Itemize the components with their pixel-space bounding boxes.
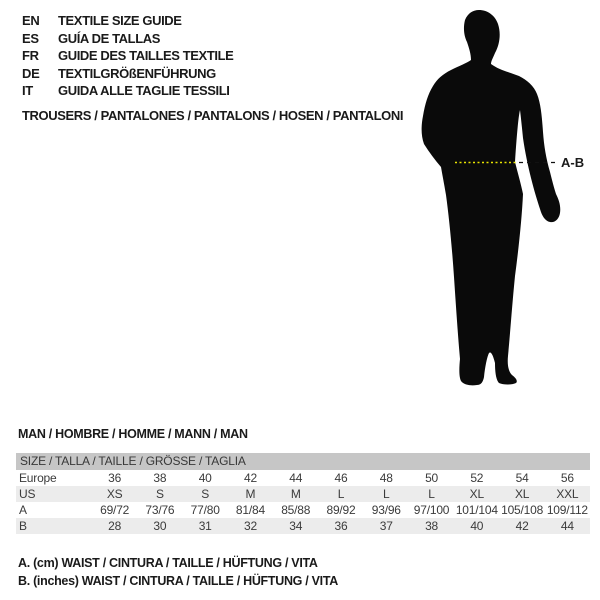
row-label-b: B xyxy=(19,519,27,533)
table-cell: 38 xyxy=(425,519,439,533)
language-title-en: TEXTILE SIZE GUIDE xyxy=(58,13,182,29)
table-cell: 46 xyxy=(334,471,348,485)
row-label-us: US xyxy=(19,487,36,501)
table-cell: 28 xyxy=(108,519,122,533)
table-cell: 32 xyxy=(243,519,257,533)
table-cell: 101/104 xyxy=(455,503,498,517)
language-row-it xyxy=(22,82,233,100)
table-cell: 77/80 xyxy=(190,503,220,517)
size-table-header-label: SIZE / TALLA / TAILLE / GRÖSSE / TAGLIA xyxy=(20,454,246,468)
table-cell: 81/84 xyxy=(235,503,265,517)
size-table-header-row xyxy=(16,453,590,470)
table-cell: 44 xyxy=(560,519,574,533)
size-table xyxy=(16,453,590,534)
table-row-a-cm xyxy=(16,502,590,518)
table-cell: 42 xyxy=(243,471,257,485)
table-cell: 69/72 xyxy=(100,503,130,517)
table-cell: 105/108 xyxy=(501,503,544,517)
table-cell: L xyxy=(383,487,390,501)
language-list xyxy=(22,12,233,100)
table-cell: S xyxy=(155,487,164,501)
table-cell: 37 xyxy=(379,519,393,533)
table-cell: 52 xyxy=(470,471,484,485)
row-label-a: A xyxy=(19,503,27,517)
table-cell: 89/92 xyxy=(326,503,356,517)
table-cell: L xyxy=(428,487,435,501)
table-cell: S xyxy=(201,487,210,501)
language-row-en xyxy=(22,12,233,30)
table-cell: 44 xyxy=(289,471,303,485)
man-silhouette xyxy=(422,10,561,385)
table-cell: XL xyxy=(514,487,530,501)
man-silhouette-figure xyxy=(415,6,600,396)
table-cell: 30 xyxy=(153,519,167,533)
table-cell: 40 xyxy=(198,471,212,485)
language-title-fr: GUIDE DES TAILLES TEXTILE xyxy=(58,48,234,64)
table-cell: XS xyxy=(106,487,123,501)
table-cell: M xyxy=(245,487,256,501)
table-cell: 36 xyxy=(108,471,122,485)
table-cell: 36 xyxy=(334,519,348,533)
table-cell: 48 xyxy=(379,471,393,485)
row-label-europe: Europe xyxy=(19,471,57,485)
table-cell: 56 xyxy=(560,471,574,485)
table-cell: 93/96 xyxy=(371,503,401,517)
footnote-b-inches: B. (inches) WAIST / CINTURA / TAILLE / HÜFTUNG / VITA xyxy=(18,573,338,588)
section-title-man: MAN / HOMBRE / HOMME / MANN / MAN xyxy=(18,427,248,441)
waist-measure-label: A-B xyxy=(561,155,585,170)
table-row-europe xyxy=(16,470,590,486)
table-cell: 42 xyxy=(515,519,529,533)
table-cell: 54 xyxy=(515,471,529,485)
table-cell: 97/100 xyxy=(413,503,450,517)
table-cell: M xyxy=(290,487,301,501)
language-code-es: ES xyxy=(22,30,39,46)
language-code-it: IT xyxy=(22,83,33,99)
table-cell: 38 xyxy=(153,471,167,485)
language-row-de xyxy=(22,65,233,83)
table-row-b-inches xyxy=(16,518,590,534)
language-title-it: GUIDA ALLE TAGLIE TESSILI xyxy=(58,83,230,99)
language-row-fr xyxy=(22,47,233,65)
table-cell: XXL xyxy=(556,487,579,501)
table-cell: 40 xyxy=(470,519,484,533)
footnote-a-cm: A. (cm) WAIST / CINTURA / TAILLE / HÜFTUNG / VITA xyxy=(18,556,318,570)
category-title: TROUSERS / PANTALONES / PANTALONS / HOSEN / PANTALONI xyxy=(22,108,404,123)
measurement-footnotes xyxy=(18,555,338,590)
table-cell: 31 xyxy=(198,519,212,533)
language-title-es: GUÍA DE TALLAS xyxy=(58,30,161,46)
table-cell: XL xyxy=(469,487,484,501)
table-cell: L xyxy=(337,487,345,501)
language-row-es xyxy=(22,30,233,48)
language-code-fr: FR xyxy=(22,48,39,64)
table-cell: 85/88 xyxy=(281,503,311,517)
language-code-en: EN xyxy=(22,13,40,29)
table-cell: 50 xyxy=(425,471,439,485)
language-code-de: DE xyxy=(22,65,40,81)
table-cell: 34 xyxy=(289,519,303,533)
language-title-de: TEXTILGRÖßENFÜHRUNG xyxy=(58,65,216,81)
table-row-us xyxy=(16,486,590,502)
table-cell: 73/76 xyxy=(145,503,175,517)
table-cell: 109/112 xyxy=(546,503,588,517)
